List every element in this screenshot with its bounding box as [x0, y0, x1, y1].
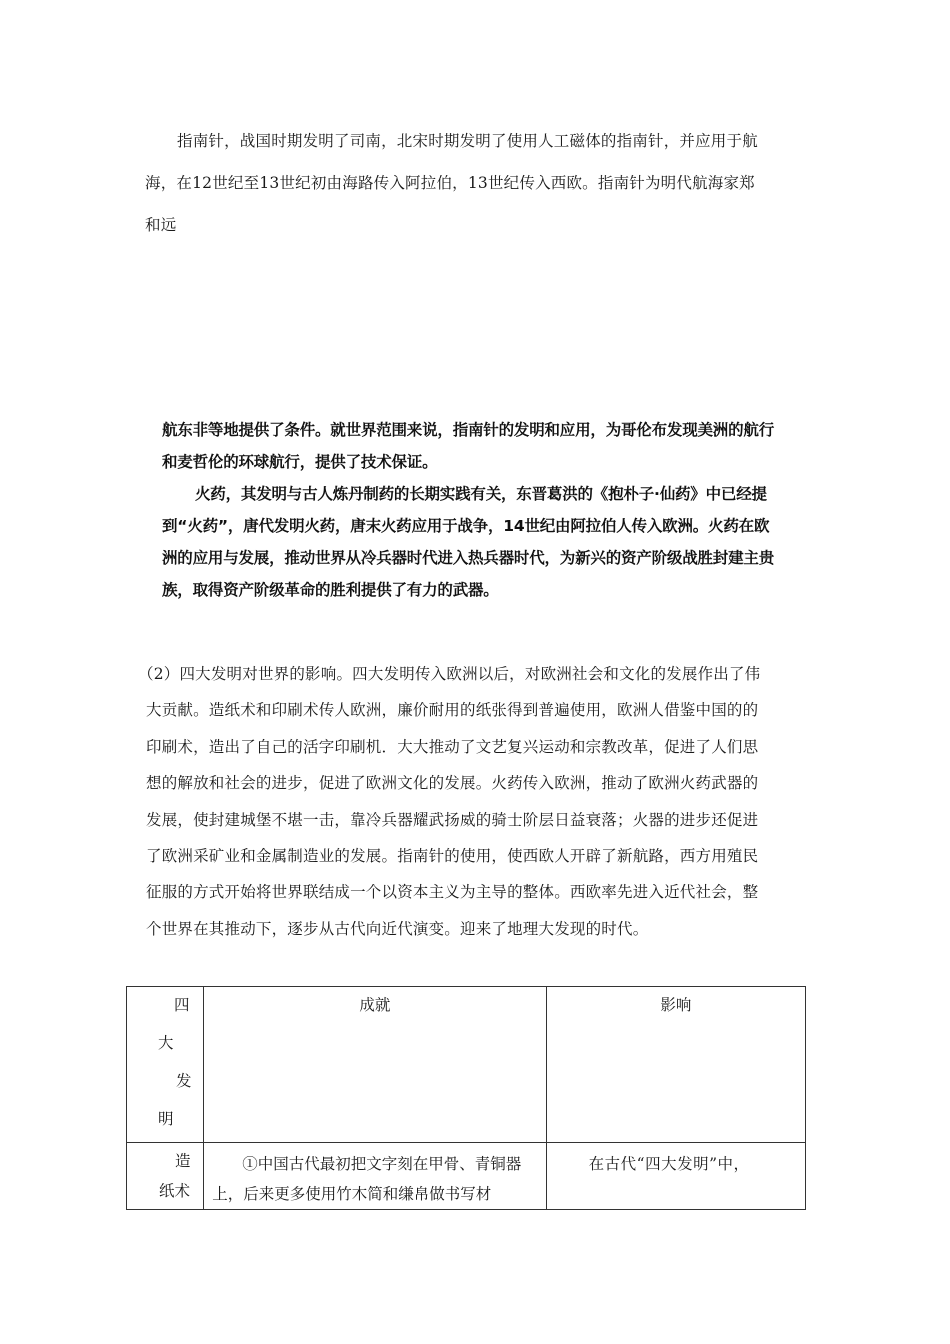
- text-line: 火药，其发明与古人炼丹制药的长期实践有关，东晋葛洪的《抱朴子·仙药》中已经提: [195, 485, 767, 503]
- text-line: 洲的应用与发展，推动世界从冷兵器时代进入热兵器时代，为新兴的资产阶级战胜封建主贵: [162, 549, 775, 567]
- header-char: 四: [174, 996, 190, 1014]
- table-header-row: [127, 987, 806, 1143]
- text-line: 指南针，战国时期发明了司南，北宋时期发明了使用人工磁体的指南针，并应用于航: [177, 132, 758, 150]
- text-line: 征服的方式开始将世界联结成一个以资本主义为主导的整体。西欧率先进入近代社会，整: [146, 883, 759, 902]
- text-line: 印刷术，造出了自己的活字印刷机．大大推动了文艺复兴运动和宗教改革，促进了人们思: [146, 737, 759, 756]
- row-cell-influence-text: 在古代“四大发明”中，: [546, 1143, 805, 1210]
- text-line: 发展，使封建城堡不堪一击，靠冷兵器耀武扬威的骑士阶层日益衰落；火器的进步还促进: [146, 810, 759, 829]
- row-label-char: 造: [175, 1152, 191, 1170]
- paragraph-compass-intro: [145, 120, 815, 246]
- text-line: （2）四大发明对世界的影响。四大发明传入欧洲以后，对欧洲社会和文化的发展作出了伟: [138, 665, 761, 683]
- row-cell-papermaking: [127, 1143, 204, 1210]
- header-char: 明: [158, 1110, 174, 1128]
- text-line: 族，取得资产阶级革命的胜利提供了有力的武器。: [162, 581, 499, 599]
- text-line: 到“火药”，唐代发明火药，唐末火药应用于战争，14世纪由阿拉伯人传入欧洲。火药在欧: [162, 517, 770, 535]
- four-inventions-table: [126, 986, 806, 1210]
- row-cell-achievement-text: ①中国古代最初把文字刻在甲骨、青铜器上，后来更多使用竹木简和缣帛做书写材: [204, 1143, 546, 1210]
- header-cell-influence: 影响: [546, 987, 805, 1143]
- text-line: 和麦哲伦的环球航行，提供了技术保证。: [162, 453, 438, 471]
- header-char: 发: [176, 1072, 192, 1090]
- row-label-char: 纸术: [159, 1182, 191, 1200]
- text-line: 大贡献。造纸术和印刷术传人欧洲，廉价耐用的纸张得到普遍使用，欧洲人借鉴中国的的: [146, 701, 759, 720]
- header-char: 大: [158, 1034, 174, 1052]
- table-row: [127, 1143, 806, 1210]
- header-cell-inventions: [127, 987, 204, 1143]
- paragraph-world-influence: [138, 656, 810, 947]
- text-line: 想的解放和社会的进步，促进了欧洲文化的发展。火药传入欧洲，推动了欧洲火药武器的: [146, 774, 759, 793]
- text-line: 了欧洲采矿业和金属制造业的发展。指南针的使用，使西欧人开辟了新航路，西方用殖民: [146, 847, 759, 866]
- text-line: 个世界在其推动下，逐步从古代向近代演变。迎来了地理大发现的时代。: [146, 919, 649, 938]
- header-cell-achievements: 成就: [204, 987, 546, 1143]
- scanned-text-block: [162, 414, 834, 606]
- text-line: 和远: [145, 216, 177, 234]
- text-line: 海，在12世纪至13世纪初由海路传入阿拉伯，13世纪传入西欧。指南针为明代航海家郑: [145, 174, 755, 192]
- text-line: 航东非等地提供了条件。就世界范围来说，指南针的发明和应用，为哥伦布发现美洲的航行: [162, 421, 775, 439]
